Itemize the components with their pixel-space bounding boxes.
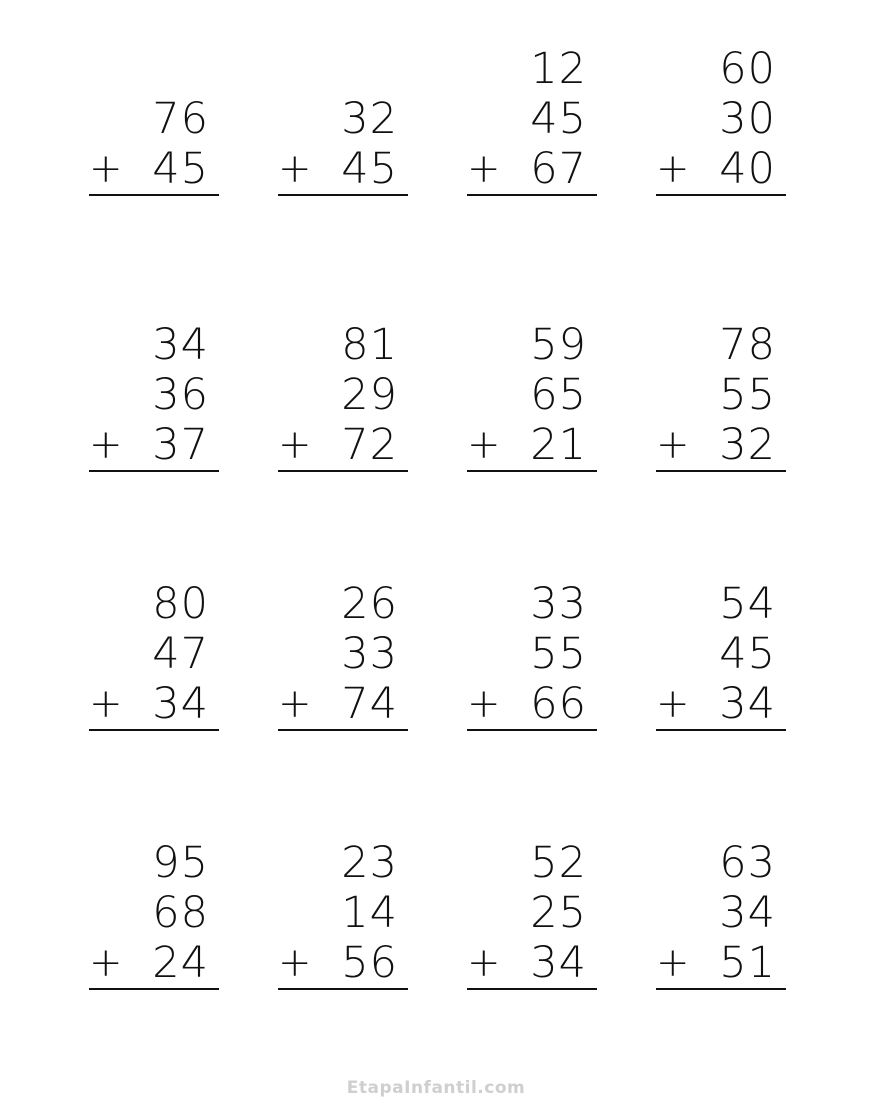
addend-2: 33 (341, 629, 398, 679)
addition-problem (467, 44, 601, 206)
sum-line (89, 988, 219, 990)
addend-2: 65 (530, 370, 587, 420)
addend-3: 45 (152, 144, 209, 194)
addend-1: 26 (341, 579, 398, 629)
addend-1: 80 (152, 579, 209, 629)
plus-sign: + (467, 681, 501, 727)
addend-1: 52 (530, 838, 587, 888)
addition-problem (89, 44, 223, 206)
plus-sign: + (89, 146, 123, 192)
plus-sign: + (656, 681, 690, 727)
addend-1: 23 (341, 838, 398, 888)
addend-2: 55 (719, 370, 776, 420)
addend-3: 34 (530, 938, 587, 988)
plus-sign: + (278, 681, 312, 727)
addend-3: 34 (719, 679, 776, 729)
addend-1: 81 (341, 320, 398, 370)
addend-3: 56 (341, 938, 398, 988)
plus-sign: + (467, 146, 501, 192)
addend-2: 45 (530, 94, 587, 144)
addend-3: 74 (341, 679, 398, 729)
sum-line (278, 194, 408, 196)
sum-line (656, 988, 786, 990)
addition-problem (656, 579, 790, 741)
plus-sign: + (278, 146, 312, 192)
addition-problem (89, 320, 223, 482)
sum-line (467, 470, 597, 472)
addend-1: 78 (719, 320, 776, 370)
plus-sign: + (467, 422, 501, 468)
addition-problem (89, 838, 223, 1000)
addend-3: 66 (530, 679, 587, 729)
addend-3: 34 (152, 679, 209, 729)
addend-3: 24 (152, 938, 209, 988)
plus-sign: + (278, 422, 312, 468)
sum-line (656, 194, 786, 196)
addend-2: 29 (341, 370, 398, 420)
plus-sign: + (89, 422, 123, 468)
addend-2: 30 (719, 94, 776, 144)
addend-2: 45 (719, 629, 776, 679)
addend-2: 32 (341, 94, 398, 144)
addend-3: 40 (719, 144, 776, 194)
addition-problem (467, 838, 601, 1000)
sum-line (278, 988, 408, 990)
addition-problem (656, 44, 790, 206)
addition-problem (467, 579, 601, 741)
sum-line (89, 729, 219, 731)
sum-line (467, 988, 597, 990)
addend-3: 51 (719, 938, 776, 988)
sum-line (656, 729, 786, 731)
addition-problem (278, 579, 412, 741)
addend-3: 45 (341, 144, 398, 194)
plus-sign: + (467, 940, 501, 986)
addend-1: 60 (719, 44, 776, 94)
sum-line (656, 470, 786, 472)
addend-3: 37 (152, 420, 209, 470)
plus-sign: + (656, 940, 690, 986)
plus-sign: + (89, 681, 123, 727)
addition-problem (656, 320, 790, 482)
plus-sign: + (89, 940, 123, 986)
addend-1: 59 (530, 320, 587, 370)
addend-1: 54 (719, 579, 776, 629)
addend-3: 21 (530, 420, 587, 470)
plus-sign: + (278, 940, 312, 986)
sum-line (89, 470, 219, 472)
addition-problem (278, 838, 412, 1000)
addend-2: 47 (152, 629, 209, 679)
addition-problem (278, 320, 412, 482)
addend-1: 12 (530, 44, 587, 94)
addition-problem (656, 838, 790, 1000)
footer-watermark: EtapaInfantil.com (346, 1078, 526, 1098)
addition-problem (467, 320, 601, 482)
sum-line (278, 470, 408, 472)
addend-2: 55 (530, 629, 587, 679)
addend-3: 67 (530, 144, 587, 194)
addend-2: 76 (152, 94, 209, 144)
addition-problem (89, 579, 223, 741)
addition-problem (278, 44, 412, 206)
addend-3: 32 (719, 420, 776, 470)
addend-1: 33 (530, 579, 587, 629)
addend-2: 25 (530, 888, 587, 938)
addend-3: 72 (341, 420, 398, 470)
sum-line (89, 194, 219, 196)
sum-line (278, 729, 408, 731)
addend-2: 36 (152, 370, 209, 420)
plus-sign: + (656, 422, 690, 468)
addend-2: 68 (152, 888, 209, 938)
addend-2: 14 (341, 888, 398, 938)
addend-1: 63 (719, 838, 776, 888)
addend-1: 95 (152, 838, 209, 888)
addend-2: 34 (719, 888, 776, 938)
sum-line (467, 194, 597, 196)
plus-sign: + (656, 146, 690, 192)
sum-line (467, 729, 597, 731)
addend-1: 34 (152, 320, 209, 370)
